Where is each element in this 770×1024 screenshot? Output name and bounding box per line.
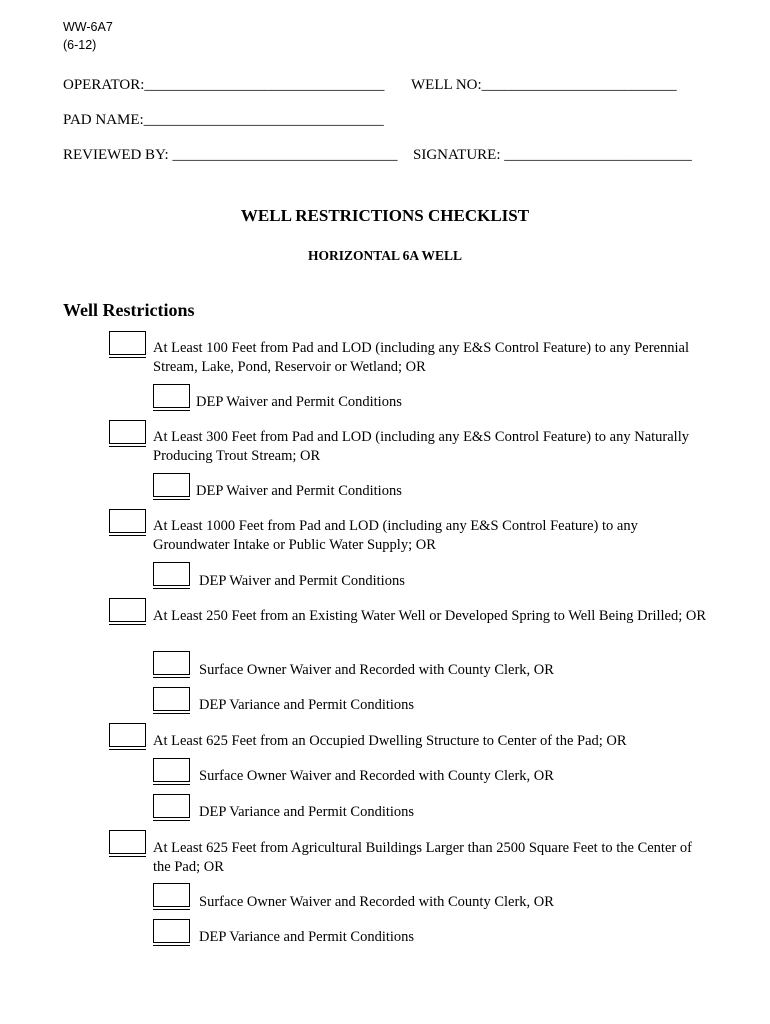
option-text-5b: DEP Variance and Permit Conditions — [199, 804, 415, 820]
restriction-text-3: At Least 1000 Feet from Pad and LOD (including any E&S Control Feature) to any Groundwater Intake or Public Water Supply; OR — [153, 518, 638, 553]
option-checkbox-6a[interactable] — [153, 883, 190, 907]
option-text-3a: DEP Waiver and Permit Conditions — [199, 573, 405, 589]
option-checkbox-3a[interactable] — [153, 562, 190, 586]
restriction-checkbox-6[interactable] — [109, 830, 146, 854]
option-checkbox-1a[interactable] — [153, 384, 190, 408]
option-text-4b: DEP Variance and Permit Conditions — [199, 697, 415, 713]
option-checkbox-4a[interactable] — [153, 651, 190, 675]
restriction-checkbox-3[interactable] — [109, 509, 146, 533]
restriction-checkbox-1[interactable] — [109, 331, 146, 355]
document-subtitle: HORIZONTAL 6A WELL — [307, 248, 463, 263]
option-checkbox-2a[interactable] — [153, 473, 190, 497]
section-heading: Well Restrictions — [63, 300, 195, 320]
restriction-text-2: At Least 300 Feet from Pad and LOD (including any E&S Control Feature) to any Naturally Producing Trout Stream; OR — [153, 429, 689, 464]
option-checkbox-4b[interactable] — [153, 687, 190, 711]
form-code: WW-6A7 — [63, 20, 113, 34]
restriction-text-1: At Least 100 Feet from Pad and LOD (including any E&S Control Feature) to any Perennial Stream, Lake, Pond, Reservoir or Wetland; OR — [153, 340, 689, 375]
form-code-block — [63, 18, 113, 54]
reviewed-by-field[interactable]: REVIEWED BY: ______________________________ — [63, 147, 398, 163]
well-no-field[interactable]: WELL NO:__________________________ — [411, 77, 677, 93]
restriction-checkbox-4[interactable] — [109, 598, 146, 622]
pad-name-field[interactable]: PAD NAME:________________________________ — [63, 112, 384, 128]
option-text-6b: DEP Variance and Permit Conditions — [199, 929, 415, 945]
restriction-text-4: At Least 250 Feet from an Existing Water Well or Developed Spring to Well Being Drilled; OR — [153, 608, 707, 624]
restriction-text-5: At Least 625 Feet from an Occupied Dwelling Structure to Center of the Pad; OR — [153, 733, 627, 749]
option-checkbox-5a[interactable] — [153, 758, 190, 782]
form-revision: (6-12) — [63, 38, 97, 52]
option-text-1a: DEP Waiver and Permit Conditions — [196, 394, 402, 410]
restriction-checkbox-2[interactable] — [109, 420, 146, 444]
operator-field[interactable]: OPERATOR:________________________________ — [63, 77, 385, 93]
signature-field[interactable]: SIGNATURE: _________________________ — [413, 147, 692, 163]
option-text-4a: Surface Owner Waiver and Recorded with County Clerk, OR — [199, 662, 554, 678]
option-text-2a: DEP Waiver and Permit Conditions — [196, 483, 402, 499]
restriction-text-6: At Least 625 Feet from Agricultural Buildings Larger than 2500 Square Feet to the Center of the Pad; OR — [153, 840, 692, 875]
option-checkbox-6b[interactable] — [153, 919, 190, 943]
option-text-5a: Surface Owner Waiver and Recorded with County Clerk, OR — [199, 768, 554, 784]
restriction-checkbox-5[interactable] — [109, 723, 146, 747]
document-title: WELL RESTRICTIONS CHECKLIST — [240, 206, 530, 225]
option-text-6a: Surface Owner Waiver and Recorded with County Clerk, OR — [199, 894, 554, 910]
option-checkbox-5b[interactable] — [153, 794, 190, 818]
